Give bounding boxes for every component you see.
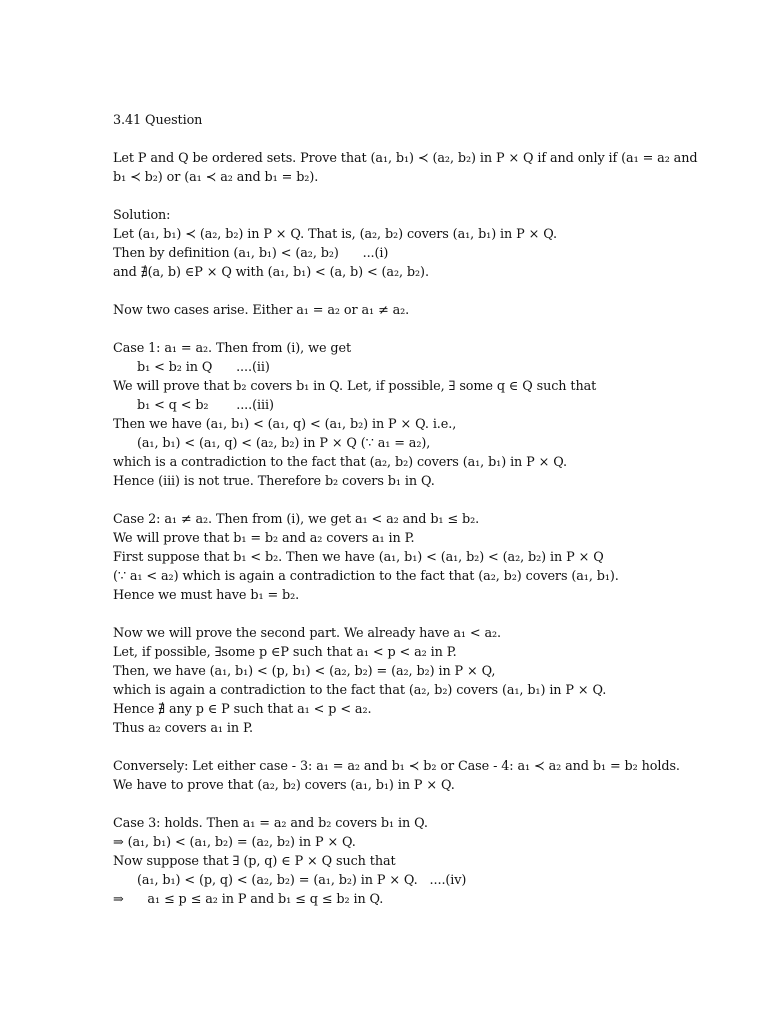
- document-body: [113, 111, 713, 909]
- case3-line: ⇒ a₁ ≤ p ≤ a₂ in P and b₁ ≤ q ≤ b₂ in Q.: [113, 892, 384, 907]
- case1-line: We will prove that b₂ covers b₁ in Q. Let, if possible, ∃ some q ∈ Q such that: [113, 379, 597, 394]
- solution-label: Solution:: [113, 208, 171, 223]
- question-line-1: Let P and Q be ordered sets. Prove that (a₁, b₁) ≺ (a₂, b₂) in P × Q if and only if (a₁ = a₂ and: [113, 151, 698, 166]
- spacer: [113, 491, 713, 510]
- question-heading: 3.41 Question: [113, 113, 203, 128]
- spacer: [113, 320, 713, 339]
- case1-line: (a₁, b₁) < (a₁, q) < (a₂, b₂) in P × Q (∵ a₁ = a₂),: [137, 436, 431, 451]
- case2-line: (∵ a₁ < a₂) which is again a contradiction to the fact that (a₂, b₂) covers (a₁, b₁).: [113, 569, 619, 584]
- case2-heading: Case 2: a₁ ≠ a₂. Then from (i), we get a₁ < a₂ and b₁ ≤ b₂.: [113, 512, 480, 527]
- case3-line: Now suppose that ∃ (p, q) ∈ P × Q such that: [113, 854, 396, 869]
- spacer: [113, 282, 713, 301]
- conversely-line: Conversely: Let either case - 3: a₁ = a₂ and b₁ ≺ b₂ or Case - 4: a₁ ≺ a₂ and b₁ = b₂ holds.: [113, 759, 680, 774]
- case1-line: b₁ < b₂ in Q ....(ii): [137, 360, 270, 375]
- case2-line: First suppose that b₁ < b₂. Then we have (a₁, b₁) < (a₁, b₂) < (a₂, b₂) in P × Q: [113, 550, 604, 565]
- case1-line: which is a contradiction to the fact that (a₂, b₂) covers (a₁, b₁) in P × Q.: [113, 455, 567, 470]
- second-part-line: Let, if possible, ∃some p ∈P such that a₁ < p < a₂ in P.: [113, 645, 457, 660]
- second-part-line: Now we will prove the second part. We already have a₁ < a₂.: [113, 626, 502, 641]
- case3-line: (a₁, b₁) < (p, q) < (a₂, b₂) = (a₁, b₂) in P × Q. ....(iv): [137, 873, 467, 888]
- conversely-line: We have to prove that (a₂, b₂) covers (a₁, b₁) in P × Q.: [113, 778, 455, 793]
- solution-line: and ∄(a, b) ∈P × Q with (a₁, b₁) < (a, b) < (a₂, b₂).: [113, 265, 429, 280]
- two-cases-line: Now two cases arise. Either a₁ = a₂ or a₁ ≠ a₂.: [113, 303, 410, 318]
- case2-line: Hence we must have b₁ = b₂.: [113, 588, 300, 603]
- second-part-line: Hence ∄ any p ∈ P such that a₁ < p < a₂.: [113, 702, 372, 717]
- case3-heading: Case 3: holds. Then a₁ = a₂ and b₂ covers b₁ in Q.: [113, 816, 428, 831]
- case3-line: ⇒ (a₁, b₁) < (a₁, b₂) = (a₂, b₂) in P × Q.: [113, 835, 356, 850]
- case1-line: Then we have (a₁, b₁) < (a₁, q) < (a₁, b₂) in P × Q. i.e.,: [113, 417, 457, 432]
- spacer: [113, 187, 713, 206]
- solution-line: Then by definition (a₁, b₁) < (a₂, b₂) ...(i): [113, 246, 389, 261]
- spacer: [113, 738, 713, 757]
- case1-line: Hence (iii) is not true. Therefore b₂ covers b₁ in Q.: [113, 474, 435, 489]
- case1-heading: Case 1: a₁ = a₂. Then from (i), we get: [113, 341, 351, 356]
- solution-line: Let (a₁, b₁) ≺ (a₂, b₂) in P × Q. That is, (a₂, b₂) covers (a₁, b₁) in P × Q.: [113, 227, 557, 242]
- case2-line: We will prove that b₁ = b₂ and a₂ covers a₁ in P.: [113, 531, 415, 546]
- second-part-line: Then, we have (a₁, b₁) < (p, b₁) < (a₂, b₂) = (a₂, b₂) in P × Q,: [113, 664, 496, 679]
- spacer: [113, 605, 713, 624]
- second-part-line: Thus a₂ covers a₁ in P.: [113, 721, 253, 736]
- case1-line: b₁ < q < b₂ ....(iii): [137, 398, 274, 413]
- question-line-2: b₁ ≺ b₂) or (a₁ ≺ a₂ and b₁ = b₂).: [113, 170, 319, 185]
- spacer: [113, 130, 713, 149]
- spacer: [113, 795, 713, 814]
- second-part-line: which is again a contradiction to the fact that (a₂, b₂) covers (a₁, b₁) in P × Q.: [113, 683, 607, 698]
